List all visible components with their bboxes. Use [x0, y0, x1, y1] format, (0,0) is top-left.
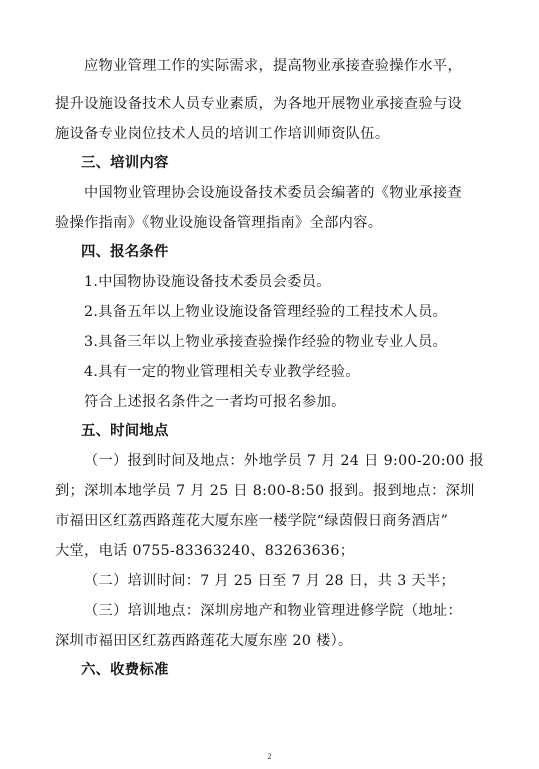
paragraph-line: （一）报到时间及地点：外地学员 7 月 24 日 9:00-20:00 报	[84, 453, 485, 469]
paragraph-line: 提升设施设备技术人员专业素质，为各地开展物业承接查验与设	[55, 96, 463, 112]
section-heading: 五、时间地点	[81, 423, 169, 439]
paragraph-line: 验操作指南》《物业设施设备管理指南》全部内容。	[55, 215, 383, 231]
paragraph-line: 市福田区红荔西路莲花大厦东座一楼学院“绿茵假日商务酒店”	[55, 513, 449, 529]
paragraph-line: 中国物业管理协会设施设备技术委员会编著的《物业承接查	[84, 185, 462, 201]
list-item: 2.具备五年以上物业设施设备管理经验的工程技术人员。	[84, 304, 448, 320]
list-item: 1.中国物协设施设备技术委员会委员。	[84, 274, 331, 290]
section-heading: 六、收费标准	[81, 662, 169, 678]
section-heading: 三、培训内容	[81, 155, 169, 171]
paragraph-line: 到；深圳本地学员 7 月 25 日 8:00-8:50 报到。报到地点：深圳	[55, 483, 475, 499]
list-item: 3.具备三年以上物业承接查验操作经验的物业专业人员。	[84, 334, 448, 350]
paragraph-line: 施设备专业岗位技术人员的培训工作培训师资队伍。	[55, 126, 390, 142]
paragraph-line: 大堂，电话 0755-83363240、83263636；	[55, 543, 355, 559]
paragraph-line: （三）培训地点：深圳房地产和物业管理进修学院（地址：	[84, 603, 462, 619]
paragraph-line: 应物业管理工作的实际需求，提高物业承接查验操作水平，	[84, 58, 462, 74]
section-heading: 四、报名条件	[81, 244, 169, 260]
paragraph-line: （二）培训时间：7 月 25 日至 7 月 28 日，共 3 天半；	[84, 573, 456, 589]
page-number: 2	[267, 752, 272, 761]
paragraph-line: 符合上述报名条件之一者均可报名参加。	[84, 394, 346, 410]
paragraph-line: 深圳市福田区红荔西路莲花大厦东座 20 楼）。	[55, 633, 353, 649]
list-item: 4.具有一定的物业管理相关专业教学经验。	[84, 364, 360, 380]
